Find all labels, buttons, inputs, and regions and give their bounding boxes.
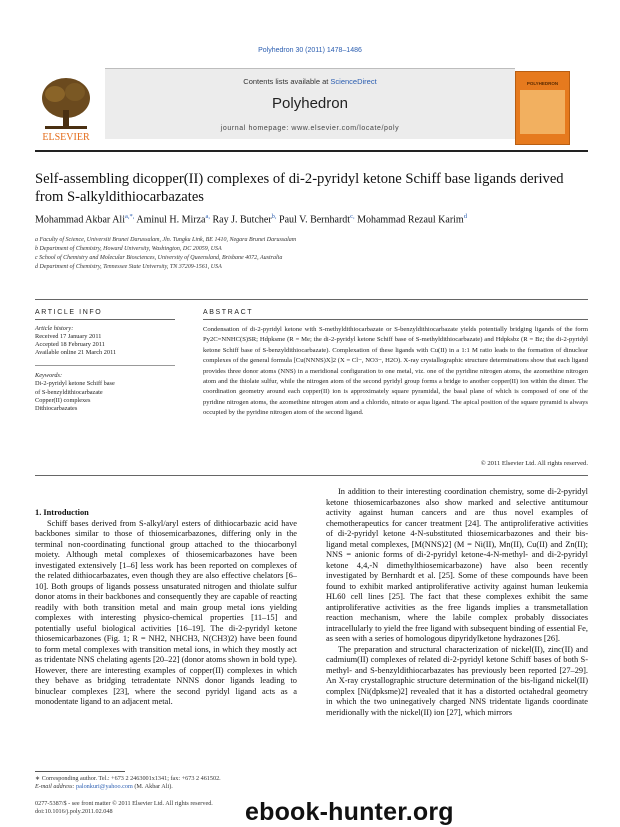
author-list: [35, 213, 588, 225]
watermark-text: ebook-hunter.org: [245, 798, 454, 826]
body-paragraph: In addition to their interesting coordination chemistry, some di-2-pyridyl ketone thiosemicarbazones also show marked and selective antitumour activity against human cancers and are thus novel examples of chemotherapeutics for cancer treatment [24]. The antiproliferative activities of di-2-pyridyl ketone 4-N-substituted thiosemicarbazones and their bis-ligand metal complexes, [M(NNS)2] (M = Ni(II), Mn(II), Cu(II) and Zn(II); NNS = anionic forms of di-2-pyridyl ketone-4-N-methyl- and di-2-pyridyl ketone 4,4,-N dimethylthiosemicarbazone) have also been recently investigated by Bernhardt et al. [25]. Some of these compounds have been found to exhibit marked antiproliferative activity against human leukemia HL60 cell lines [25]. The fact that these complexes exhibit the same antiproliferative activities as the free ligands implies a transmetallation reaction mechanism, where the labile complex probably dissociates intracellularly to yield the free ligand with subsequent binding of essential Fe, as seen with a series of homologous dipyridylketone hydrazones [26].: [326, 487, 588, 643]
sciencedirect-link[interactable]: ScienceDirect: [330, 77, 377, 86]
contents-line: [105, 77, 515, 86]
affiliation-line: c School of Chemistry and Molecular Biosciences, University of Queensland, Brisbane 4072, Australia: [35, 255, 283, 261]
abstract-copyright: © 2011 Elsevier Ltd. All rights reserved.: [480, 460, 588, 467]
email-suffix: (M. Akbar Ali).: [132, 783, 173, 790]
author-affiliation-mark[interactable]: b,: [271, 213, 277, 220]
author-name[interactable]: Paul V. Bernhardt: [279, 214, 351, 226]
abstract-text: Condensation of di-2-pyridyl ketone with S-methyldithiocarbazate or S-benzyldithiocarbazate yields potentially bridging ligands of the form Py2C=NNHC(S)SR; Hdpksme (R = Me; the di-2-pyridyl ketone Schiff base of S-methyldithiocarbazate) and Hdpksbz (R = Bz; the di-2-pyridyl ketone Schiff base of S-benzyldithiocarbazate). Complexation of these ligands with Cu(II) in a 1:1 M ratio leads to the formation of dinuclear complexes of the general formula [Cu(NNNS)X]2 (X = Cl−, NO3−, H2O). X-ray crystallographic structure determinations show that each ligand provides three donor atoms (NNS) in a meridional configuration to one metal, viz. one of the pyridine nitrogen atoms, the azomethine nitrogen atom and the thiolate sulfur, while the nitrogen atom of the second pyridyl group forms a bridge to another copper(II) ion within the dimer. The coordination geometry around each copper(II) ion is approximately square pyramidal, the basal plane of which is composed of one of the pyridine nitrogen atoms, the azomethine nitrogen atom and a chlorido, nitrato or aqua ligand. The apical position of the square pyramid is always occupied by the pyridine nitrogen atom of the second ligand.: [203, 326, 588, 417]
author-affiliation-mark[interactable]: d: [463, 213, 467, 220]
affiliation-line: a Faculty of Science, Universiti Brunei Darussalam, Jln. Tungku Link, BE 1410, Negara Brunei Darussalam: [35, 237, 297, 243]
article-info-heading: ARTICLE INFO: [35, 309, 103, 316]
header-divider: [35, 150, 588, 152]
journal-cover-image: [515, 71, 570, 145]
footnote-divider: [35, 771, 125, 772]
author-affiliation-mark[interactable]: a,*,: [125, 213, 135, 220]
affiliation-list: [35, 236, 588, 272]
issn-line: 0277-5387/$ - see front matter © 2011 Elsevier Ltd. All rights reserved.: [35, 800, 213, 807]
keyword: Copper(II) complexes: [35, 396, 91, 404]
keyword: Dithiocarbazates: [35, 404, 78, 412]
keyword: of S-benzyldithiocarbazate: [35, 388, 103, 396]
cover-artwork: [520, 90, 565, 134]
article-info-panel: [35, 325, 175, 413]
author-affiliation-mark[interactable]: a,: [205, 213, 211, 220]
article-info-divider: [35, 319, 175, 320]
introduction-heading: 1. Introduction: [35, 508, 89, 517]
journal-title: Polyhedron: [272, 95, 348, 112]
journal-citation[interactable]: Polyhedron 30 (2011) 1478–1486: [258, 47, 362, 54]
contents-prefix: Contents lists available at: [243, 77, 331, 86]
body-paragraph: Schiff bases derived from S-alkyl/aryl esters of dithiocarbazic acid have backbones similar to those of thiosemicarbazones, differing only in the terminal non-coordinating functional group attached to the thiocarbonyl moiety. Although metal complexes of thiosemicarbazones have been investigated extensively [1–6] less work has been reported on complexes of the related dithiocarbazates, even though they are also effective chelators [6–10]. Both groups of ligands possess unsaturated nitrogen and thiolate sulfur donor atoms in their backbones and consequently they are capable of reacting readily with both transition metal and main group metal ions yielding complexes with interesting physico-chemical properties [11–15] and potentially useful biological activities [16–19]. The di-2-pyridyl ketone thiosemicarbazones (Fig. 1; R = NH2, NHCH3, N(CH3)2) have been found to form metal complexes with transition metal ions, in which they mostly act as tridentate NNS chelating agents [20–22] (donor atoms shown in bold type). However, there are interesting examples of copper(II) complexes in which they behave as bridging tetradentate NNNS donor ligands leading to binuclear complexes [23], where the second pyridyl ligand acts as a monodentate ligand to an adjacent metal.: [35, 518, 297, 706]
keywords-label: Keywords:: [35, 372, 63, 380]
abstract-heading: ABSTRACT: [203, 309, 254, 316]
received-date: Received 17 January 2011: [35, 333, 102, 341]
section-divider: [35, 299, 588, 300]
journal-masthead: [35, 68, 588, 150]
journal-homepage-link[interactable]: journal homepage: www.elsevier.com/locate/poly: [220, 125, 400, 132]
publisher-logo-text: ELSEVIER: [42, 132, 90, 143]
email-link[interactable]: palonkuri@yahoo.com: [76, 783, 133, 790]
corresponding-footnote: [35, 775, 305, 791]
affiliation-line: d Department of Chemistry, Tennessee State University, TN 37209-1561, USA: [35, 264, 222, 270]
abstract-end-divider: [35, 475, 588, 476]
cover-title: POLYHEDRON: [526, 81, 559, 86]
journal-banner: [105, 68, 515, 139]
elsevier-tree-logo-icon: [35, 74, 97, 144]
affiliation-line: b Department of Chemistry, Howard University, Washington, DC 20059, USA: [35, 246, 222, 252]
author-name[interactable]: Mohammad Rezaul Karim: [357, 214, 464, 226]
corresponding-author-note: ∗ Corresponding author. Tel.: +673 2 2463001x1341; fax: +673 2 461502.: [35, 775, 221, 782]
abstract-divider: [203, 319, 588, 320]
author-name[interactable]: Ray J. Butcher: [212, 214, 272, 226]
history-label: Article history:: [35, 325, 74, 332]
body-right-column: [326, 487, 588, 718]
body-left-column: [35, 508, 297, 708]
author-name[interactable]: Aminul H. Mirza: [136, 214, 206, 226]
body-paragraph: The preparation and structural characterization of nickel(II), zinc(II) and cadmium(II) complexes of related di-2-pyridyl ketone Schiff bases of both S-methyl- and S-benzyldithiocarbazates has previously been reported [27–29]. An X-ray crystallographic structure determination of the bis-ligand nickel(II) complex [Ni(dpksme)2] revealed that it has a distorted octahedral geometry in which the two uninegatively charged NNS tridentate ligands coordinate meridionally with the nickel(II) ion [27], which mirrors: [326, 644, 588, 717]
keyword: Di-2-pyridyl ketone Schiff base: [35, 380, 115, 388]
author-name[interactable]: Mohammad Akbar Ali: [35, 214, 125, 226]
article-title: Self-assembling dicopper(II) complexes of di-2-pyridyl ketone Schiff base ligands derived from S-alkyldithiocarbazates: [35, 171, 564, 205]
accepted-date: Accepted 18 February 2011: [35, 341, 105, 349]
doi-link[interactable]: doi:10.1016/j.poly.2011.02.048: [35, 808, 113, 815]
author-affiliation-mark[interactable]: c,: [350, 213, 355, 220]
email-label: E-mail address:: [35, 783, 77, 790]
info-divider: [35, 365, 175, 366]
online-date: Available online 21 March 2011: [35, 349, 117, 357]
